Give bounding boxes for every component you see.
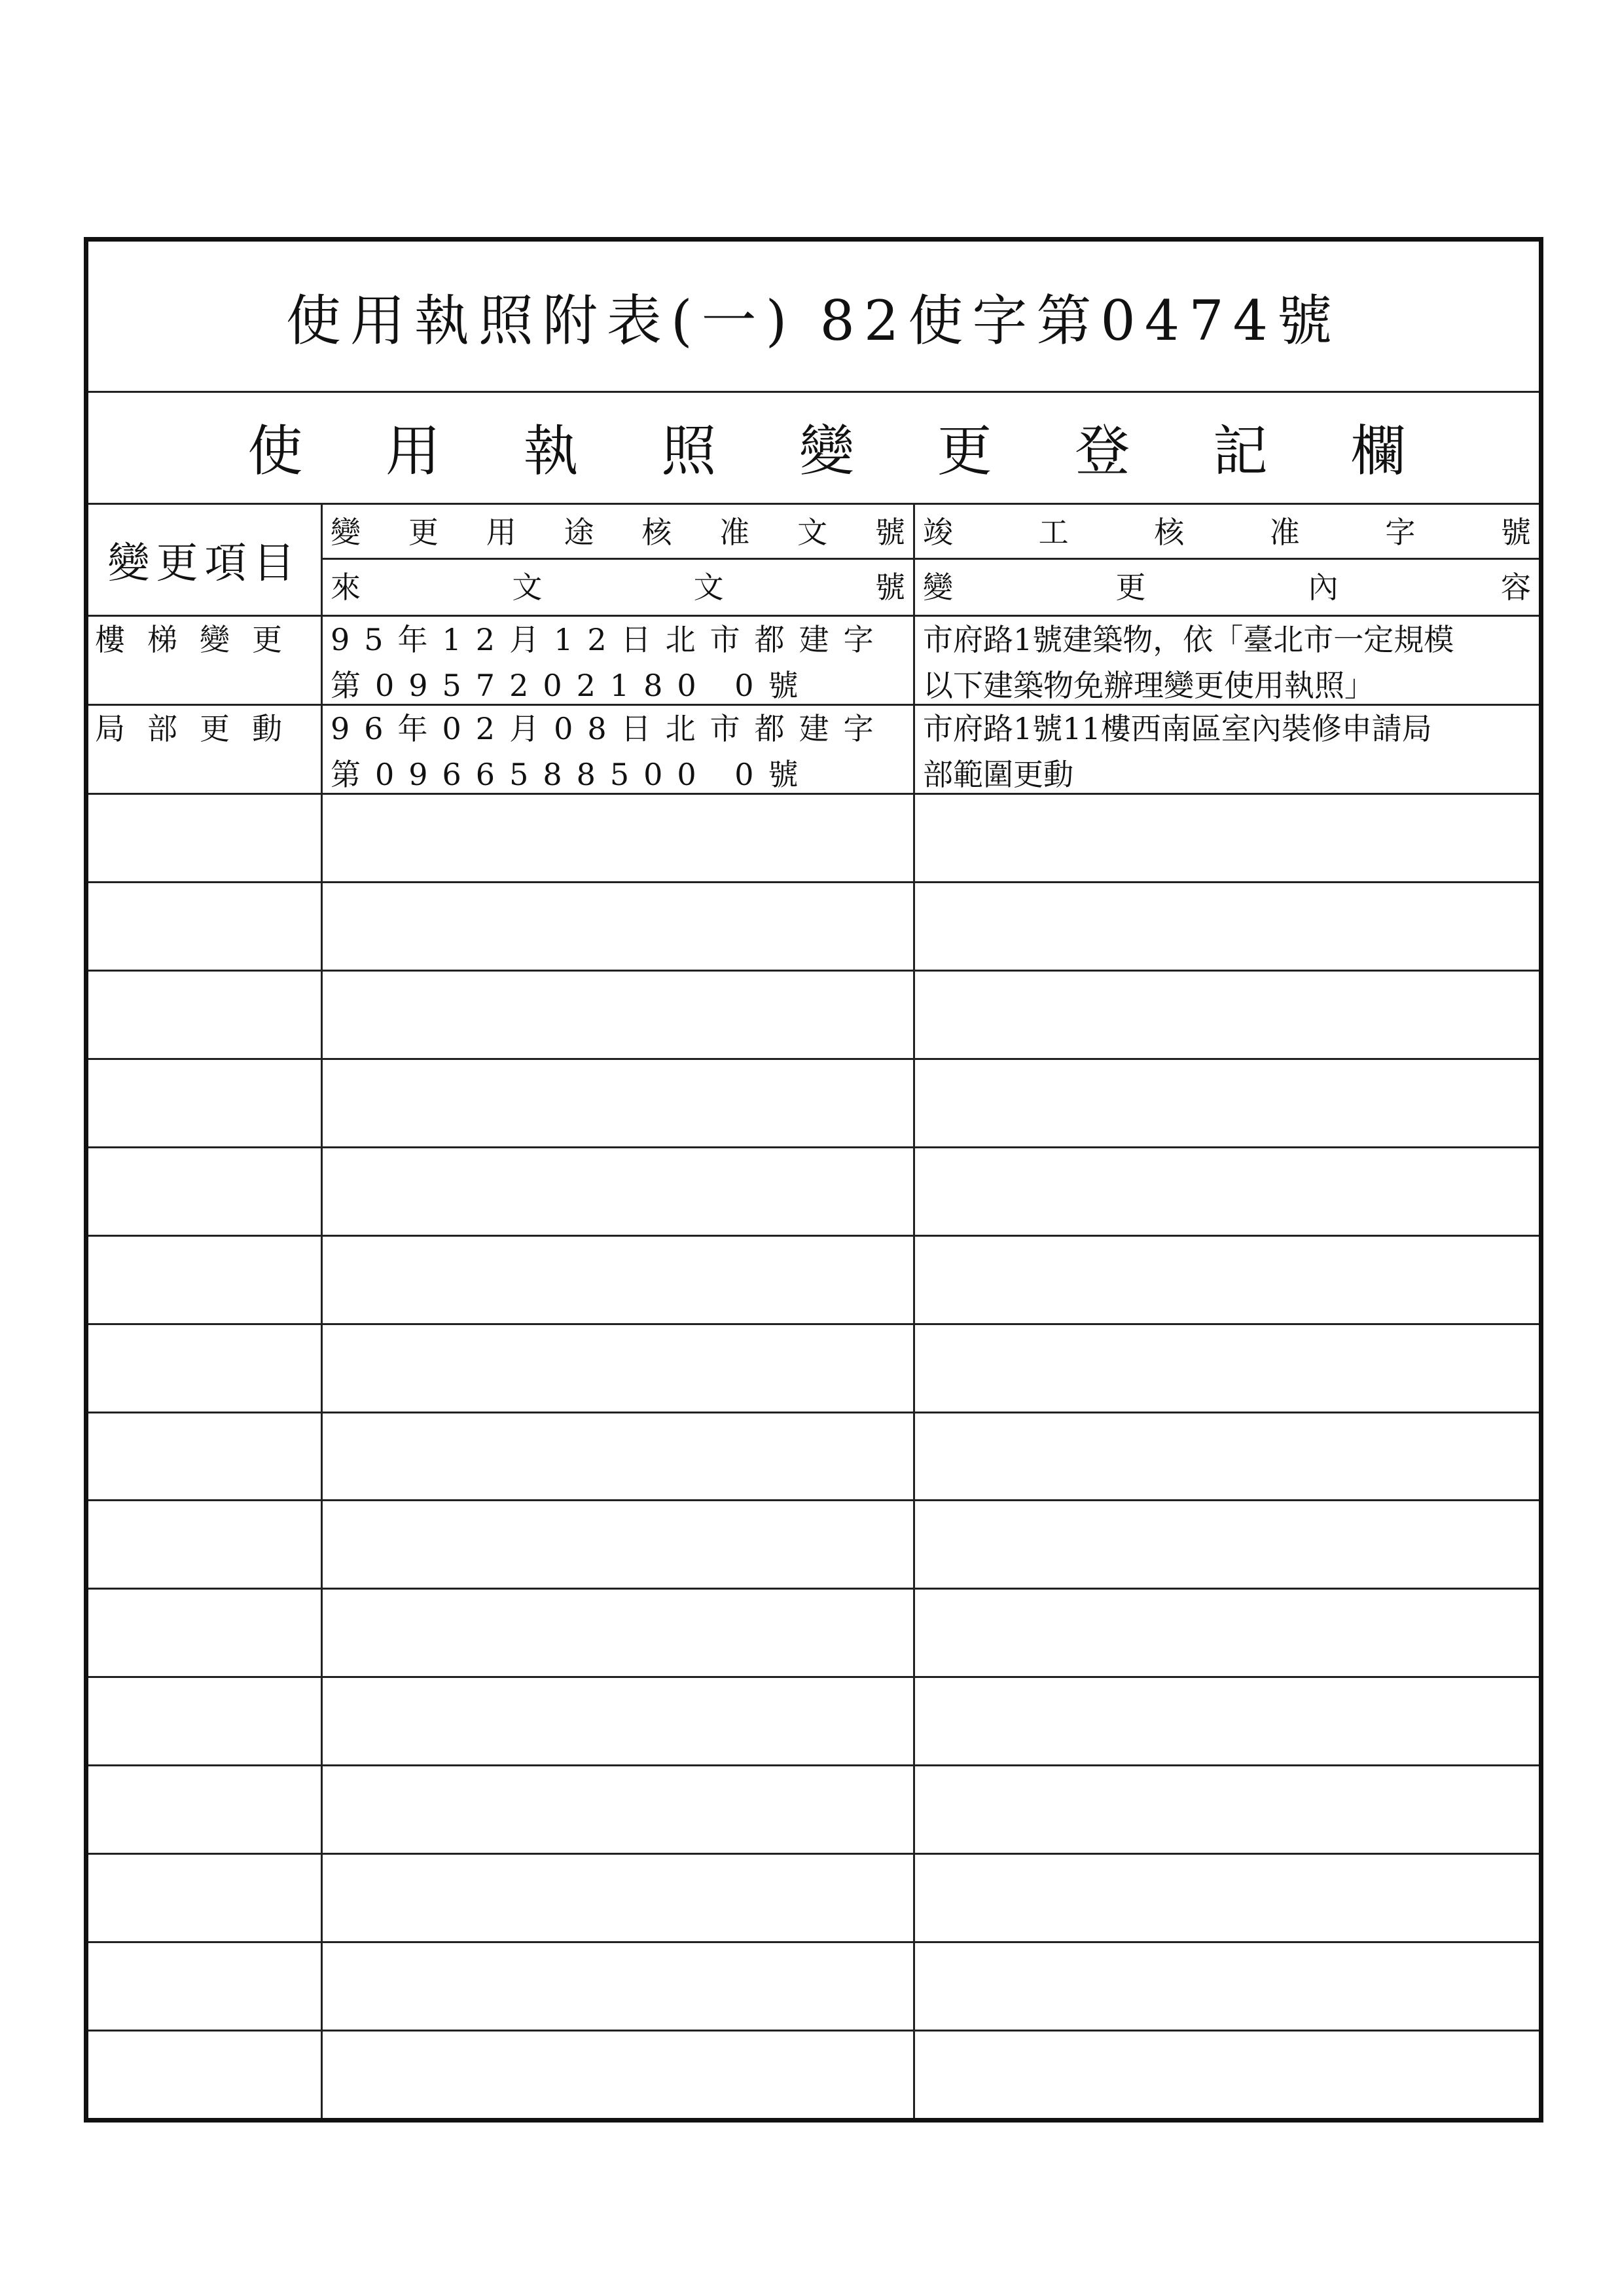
heading-char: 使 bbox=[247, 419, 303, 483]
empty-cell bbox=[323, 1676, 915, 1764]
header-char: 變 bbox=[923, 570, 953, 605]
table-row bbox=[88, 615, 1539, 706]
header-doc-top bbox=[323, 505, 913, 560]
header-content-bottom bbox=[915, 560, 1539, 615]
header-char: 變 bbox=[331, 515, 361, 550]
header-item-label: 變更項目 bbox=[107, 539, 302, 588]
doc-line-1: 96年02月08日北市都建字 bbox=[331, 711, 888, 746]
item-cell bbox=[88, 615, 323, 704]
header-char: 文 bbox=[797, 515, 828, 550]
empty-cell bbox=[323, 1412, 915, 1500]
empty-table-row bbox=[88, 970, 1539, 1060]
header-char: 准 bbox=[1269, 515, 1300, 550]
empty-cell bbox=[915, 1941, 1539, 2030]
empty-table-row bbox=[88, 1235, 1539, 1325]
item-label: 局部更動 bbox=[95, 711, 304, 746]
empty-cell bbox=[323, 1499, 915, 1588]
content-line-1: 市府路1號11樓西南區室內裝修申請局 bbox=[923, 711, 1432, 746]
header-char: 更 bbox=[1115, 570, 1146, 605]
empty-cell bbox=[915, 881, 1539, 970]
empty-cell bbox=[323, 1764, 915, 1853]
header-doc-bottom bbox=[323, 560, 913, 615]
header-char: 准 bbox=[719, 515, 750, 550]
doc-line-1: 95年12月12日北市都建字 bbox=[331, 622, 888, 657]
header-char: 竣 bbox=[923, 515, 953, 550]
empty-table-row bbox=[88, 1676, 1539, 1766]
empty-cell bbox=[323, 1941, 915, 2030]
empty-cell bbox=[915, 1588, 1539, 1676]
heading-char: 變 bbox=[799, 419, 854, 483]
empty-cell bbox=[88, 793, 323, 881]
header-char: 核 bbox=[641, 515, 672, 550]
header-item-cell bbox=[88, 505, 323, 615]
content-cell bbox=[915, 615, 1539, 704]
header-char: 核 bbox=[1154, 515, 1185, 550]
empty-cell bbox=[915, 2030, 1539, 2118]
empty-cell bbox=[915, 1499, 1539, 1588]
empty-table-row bbox=[88, 881, 1539, 972]
item-label: 樓梯變更 bbox=[95, 622, 304, 657]
empty-table-row bbox=[88, 2030, 1539, 2118]
empty-cell bbox=[88, 1412, 323, 1500]
content-line-2: 以下建築物免辦理變更使用執照」 bbox=[923, 668, 1375, 703]
content-line-1: 市府路1號建築物，依「臺北市一定規模 bbox=[923, 622, 1454, 657]
doc-number-cell bbox=[323, 615, 915, 704]
empty-table-row bbox=[88, 1588, 1539, 1678]
empty-cell bbox=[915, 1412, 1539, 1500]
section-heading bbox=[88, 391, 1539, 505]
header-char: 號 bbox=[1500, 515, 1531, 550]
empty-cell bbox=[323, 1323, 915, 1412]
header-doc-cell bbox=[323, 505, 915, 615]
header-char: 字 bbox=[1385, 515, 1416, 550]
change-register-table bbox=[88, 505, 1539, 2118]
empty-cell bbox=[323, 881, 915, 970]
header-char: 工 bbox=[1038, 515, 1069, 550]
heading-char: 欄 bbox=[1350, 419, 1406, 483]
empty-cell bbox=[323, 2030, 915, 2118]
header-char: 更 bbox=[408, 515, 439, 550]
title-left: 使用執照附表(一) bbox=[285, 288, 797, 353]
header-char: 文 bbox=[693, 570, 724, 605]
empty-cell bbox=[915, 1235, 1539, 1323]
item-cell bbox=[88, 704, 323, 793]
header-char: 用 bbox=[486, 515, 516, 550]
empty-table-row bbox=[88, 1853, 1539, 1943]
empty-table-row bbox=[88, 1941, 1539, 2032]
empty-table-row bbox=[88, 1764, 1539, 1855]
empty-cell bbox=[88, 1941, 323, 2030]
empty-table-row bbox=[88, 793, 1539, 883]
header-char: 號 bbox=[874, 515, 905, 550]
empty-cell bbox=[88, 1764, 323, 1853]
empty-cell bbox=[323, 1235, 915, 1323]
empty-cell bbox=[915, 1323, 1539, 1412]
empty-cell bbox=[323, 1588, 915, 1676]
empty-cell bbox=[88, 1235, 323, 1323]
empty-table-row bbox=[88, 1323, 1539, 1413]
empty-cell bbox=[915, 1853, 1539, 1941]
empty-cell bbox=[915, 1676, 1539, 1764]
empty-table-row bbox=[88, 1058, 1539, 1148]
content-cell bbox=[915, 704, 1539, 793]
header-char: 號 bbox=[874, 570, 905, 605]
heading-char: 更 bbox=[937, 419, 992, 483]
header-char: 文 bbox=[512, 570, 543, 605]
header-char: 容 bbox=[1500, 570, 1531, 605]
empty-cell bbox=[323, 970, 915, 1058]
empty-cell bbox=[88, 1323, 323, 1412]
empty-cell bbox=[915, 1146, 1539, 1235]
empty-cell bbox=[915, 1058, 1539, 1146]
empty-cell bbox=[323, 1853, 915, 1941]
header-content-top bbox=[915, 505, 1539, 560]
permit-sheet bbox=[84, 237, 1543, 2123]
header-content-cell bbox=[915, 505, 1539, 615]
table-row bbox=[88, 704, 1539, 795]
empty-table-row bbox=[88, 1499, 1539, 1590]
empty-cell bbox=[915, 793, 1539, 881]
doc-line-2: 第0957202180 0號 bbox=[331, 668, 813, 703]
empty-cell bbox=[915, 1764, 1539, 1853]
table-header-row bbox=[88, 505, 1539, 617]
header-char: 內 bbox=[1308, 570, 1339, 605]
empty-cell bbox=[88, 881, 323, 970]
header-char: 來 bbox=[331, 570, 361, 605]
empty-table-row bbox=[88, 1146, 1539, 1237]
heading-char: 執 bbox=[523, 419, 579, 483]
empty-table-row bbox=[88, 1412, 1539, 1502]
doc-line-2: 第0966588500 0號 bbox=[331, 757, 813, 792]
heading-char: 用 bbox=[385, 419, 440, 483]
heading-char: 照 bbox=[661, 419, 717, 483]
empty-cell bbox=[88, 1588, 323, 1676]
empty-cell bbox=[915, 970, 1539, 1058]
empty-cell bbox=[88, 2030, 323, 2118]
empty-cell bbox=[323, 1146, 915, 1235]
content-line-2: 部範圍更動 bbox=[923, 757, 1073, 792]
empty-cell bbox=[88, 970, 323, 1058]
empty-cell bbox=[88, 1499, 323, 1588]
document-title bbox=[88, 242, 1539, 393]
heading-char: 登 bbox=[1075, 419, 1130, 483]
empty-cell bbox=[88, 1676, 323, 1764]
empty-cell bbox=[88, 1058, 323, 1146]
header-char: 途 bbox=[564, 515, 594, 550]
empty-cell bbox=[88, 1853, 323, 1941]
heading-char: 記 bbox=[1212, 419, 1268, 483]
doc-number-cell bbox=[323, 704, 915, 793]
empty-cell bbox=[323, 793, 915, 881]
empty-cell bbox=[323, 1058, 915, 1146]
title-right: 82使字第0474號 bbox=[819, 288, 1342, 353]
empty-cell bbox=[88, 1146, 323, 1235]
